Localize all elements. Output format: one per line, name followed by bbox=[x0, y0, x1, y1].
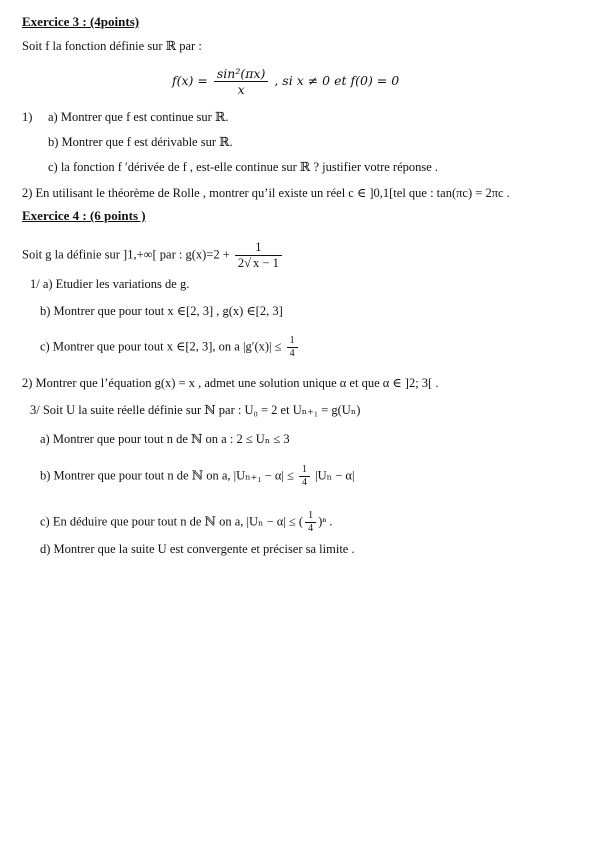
exercise-4-title: Exercice 4 : (6 points ) bbox=[22, 208, 146, 223]
exercise-3-intro: Soit f la fonction définie sur ℝ par : bbox=[22, 39, 202, 53]
ex4-question-3c bbox=[40, 510, 332, 535]
definition-lhs: f(x) = bbox=[172, 73, 208, 88]
g-denominator: 2√ x − 1 bbox=[237, 256, 279, 270]
q3c-exponent: )ⁿ . bbox=[318, 514, 333, 529]
q3b-numerator: 1 bbox=[299, 464, 310, 477]
question-1-number: 1) bbox=[22, 110, 33, 124]
q1c-text: c) Montrer que pour tout x ∈[2, 3], on a |g′(x)| ≤ bbox=[40, 339, 282, 354]
q1c-numerator: 1 bbox=[287, 335, 298, 348]
g-definition-text: Soit g la définie sur ]1,+∞[ par : g(x)=2 + bbox=[22, 247, 230, 262]
exercise-4-intro bbox=[22, 240, 284, 271]
question-1a: a) Montrer que f est continue sur ℝ. bbox=[48, 110, 229, 124]
exercise-3-title: Exercice 3 : (4points) bbox=[22, 14, 140, 29]
question-1c: c) la fonction f ′dérivée de f , est-elle continue sur ℝ ? justifier votre réponse . bbox=[48, 160, 439, 174]
g-numerator: 1 bbox=[235, 240, 282, 256]
g-denominator-coef: 2 bbox=[237, 256, 245, 270]
ex4-question-1a: 1/ a) Etudier les variations de g. bbox=[30, 277, 190, 291]
question-2: 2) En utilisant le théorème de Rolle , montrer qu’il existe un réel c ∈ ]0,1[tel que : tan(πc) = 2πc . bbox=[22, 186, 510, 200]
definition-condition: , si x ≠ 0 et f(0) = 0 bbox=[274, 73, 400, 88]
question-1b: b) Montrer que f est dérivable sur ℝ. bbox=[48, 135, 233, 149]
q1c-denominator: 4 bbox=[289, 348, 295, 359]
definition-fraction bbox=[214, 66, 269, 97]
ex4-question-3a: a) Montrer que pour tout n de ℕ on a : 2 ≤ Uₙ ≤ 3 bbox=[40, 432, 290, 446]
definition-denominator: x bbox=[237, 82, 245, 97]
function-definition bbox=[172, 66, 399, 97]
ex4-question-1c bbox=[40, 335, 300, 360]
q3b-rhs: |Uₙ − α| bbox=[315, 468, 355, 483]
ex4-question-3: 3/ Soit U la suite réelle définie sur ℕ par : U₀ = 2 et Uₙ₊₁ = g(Uₙ) bbox=[30, 403, 361, 417]
q3b-fraction bbox=[299, 464, 310, 489]
ex4-question-2: 2) Montrer que l’équation g(x) = x , admet une solution unique α et que α ∈ ]2; 3[ . bbox=[22, 376, 439, 390]
q3c-numerator: 1 bbox=[305, 510, 316, 523]
g-definition-fraction bbox=[235, 240, 282, 271]
q3b-denominator: 4 bbox=[302, 477, 308, 488]
ex4-question-3b bbox=[40, 464, 354, 489]
g-denominator-radicand: x − 1 bbox=[253, 256, 279, 270]
q3c-fraction bbox=[305, 510, 316, 535]
q1c-fraction bbox=[287, 335, 298, 360]
ex4-question-3d: d) Montrer que la suite U est convergente et préciser sa limite . bbox=[40, 542, 355, 556]
q3c-text: c) En déduire que pour tout n de ℕ on a, |Uₙ − α| ≤ ( bbox=[40, 514, 304, 529]
q3b-text: b) Montrer que pour tout n de ℕ on a, |Uₙ₊₁ − α| ≤ bbox=[40, 468, 294, 483]
definition-numerator: sin²(πx) bbox=[214, 66, 269, 82]
q3c-denominator: 4 bbox=[308, 523, 314, 534]
ex4-question-1b: b) Montrer que pour tout x ∈[2, 3] , g(x) ∈[2, 3] bbox=[40, 304, 283, 318]
